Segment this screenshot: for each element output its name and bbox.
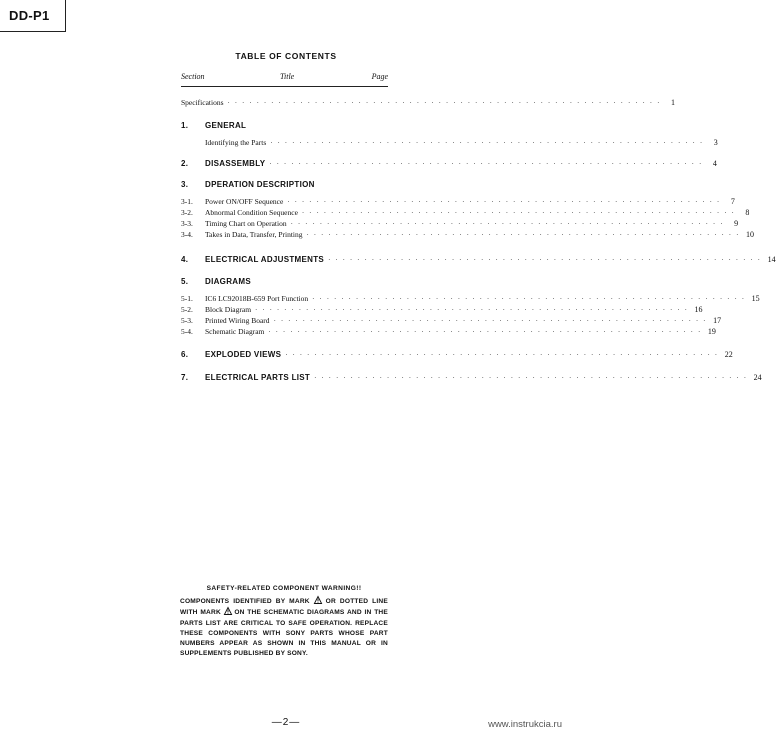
section-page: 14 bbox=[767, 255, 776, 264]
section-number: 2. bbox=[181, 159, 189, 168]
toc-entry[interactable] bbox=[181, 196, 735, 207]
entry-page: 9 bbox=[734, 219, 739, 228]
leader-dots: · · · · · · · · · · · · · · · · · · · · · · · · · · · · · · · · · · · · · · · · · · · · · · · · · · · · · · · · · · · · bbox=[312, 295, 746, 303]
section-number: 1. bbox=[181, 121, 189, 130]
toc-section-5[interactable] bbox=[181, 276, 388, 287]
watermark: www.instrukcia.ru bbox=[488, 719, 562, 730]
toc-section-2[interactable] bbox=[181, 158, 717, 169]
entry-label: Specifications bbox=[181, 98, 224, 107]
leader-dots: · · · · · · · · · · · · · · · · · · · · · · · · · · · · · · · · · · · · · · · · · · · · · · · · · · · · · · · · · · · · bbox=[301, 209, 736, 217]
entry-label: IC6 LC92018B-659 Port Function bbox=[205, 294, 309, 303]
leader-dots: · · · · · · · · · · · · · · · · · · · · · · · · · · · · · · · · · · · · · · · · · · · · · · · · · · · · · · · · · · · · bbox=[306, 231, 741, 239]
section-number: 3. bbox=[181, 180, 189, 189]
entry-page: 17 bbox=[713, 316, 722, 325]
section-page: 4 bbox=[712, 159, 717, 168]
warning-triangle-icon bbox=[224, 607, 232, 615]
section-gap bbox=[181, 148, 388, 158]
entry-page: 10 bbox=[746, 230, 755, 239]
entry-number: 3-4. bbox=[181, 230, 193, 239]
section-gap bbox=[181, 108, 388, 120]
section-label: GENERAL bbox=[205, 121, 247, 130]
toc-entry[interactable] bbox=[181, 137, 718, 148]
entry-label: Power ON/OFF Sequence bbox=[205, 197, 284, 206]
toc-entry-specifications[interactable] bbox=[181, 97, 676, 108]
entry-page: 1 bbox=[671, 98, 676, 107]
entry-number: 5-2. bbox=[181, 305, 193, 314]
page-title: TABLE OF CONTENTS bbox=[235, 51, 337, 61]
header-section: Section bbox=[181, 72, 205, 81]
toc-section-4[interactable] bbox=[181, 254, 776, 265]
section-number: 6. bbox=[181, 350, 189, 359]
section-page: 24 bbox=[753, 373, 762, 382]
entry-label: Timing Chart on Operation bbox=[205, 219, 287, 228]
entry-label: Identifying the Parts bbox=[205, 138, 267, 147]
toc-entry[interactable] bbox=[181, 293, 760, 304]
entry-page: 8 bbox=[745, 208, 750, 217]
leader-dots: · · · · · · · · · · · · · · · · · · · · · · · · · · · · · · · · · · · · · · · · · · · · · · · · · · · · · · · · · · · · bbox=[227, 99, 662, 107]
section-label: DIAGRAMS bbox=[205, 277, 251, 286]
leader-dots: · · · · · · · · · · · · · · · · · · · · · · · · · · · · · · · · · · · · · · · · · · · · · · · · · · · · · · · · · · · · bbox=[290, 220, 725, 228]
entry-number: 3-3. bbox=[181, 219, 193, 228]
section-label: EXPLODED VIEWS bbox=[205, 350, 282, 359]
section-page: 22 bbox=[724, 350, 733, 359]
entry-label: Takes in Data, Transfer, Printing bbox=[205, 230, 303, 239]
entry-label: Printed Wiring Board bbox=[205, 316, 270, 325]
section-gap bbox=[181, 169, 388, 179]
toc-entry[interactable] bbox=[181, 304, 703, 315]
entry-number: 3-1. bbox=[181, 197, 193, 206]
entry-number: 5-1. bbox=[181, 294, 193, 303]
entry-number: 5-3. bbox=[181, 316, 193, 325]
section-number: 5. bbox=[181, 277, 189, 286]
section-label: ELECTRICAL PARTS LIST bbox=[205, 373, 311, 382]
entry-page: 7 bbox=[730, 197, 735, 206]
section-label: DISASSEMBLY bbox=[205, 159, 266, 168]
leader-dots: · · · · · · · · · · · · · · · · · · · · · · · · · · · · · · · · · · · · · · · · · · · · · · · · · · · · · · · · · · · · bbox=[269, 160, 703, 168]
leader-dots: · · · · · · · · · · · · · · · · · · · · · · · · · · · · · · · · · · · · · · · · · · · · · · · · · · · · · · · · · · · · bbox=[328, 256, 762, 264]
header-title: Title bbox=[280, 72, 295, 81]
warning-title: SAFETY-RELATED COMPONENT WARNING!! bbox=[206, 585, 362, 592]
leader-dots: · · · · · · · · · · · · · · · · · · · · · · · · · · · · · · · · · · · · · · · · · · · · · · · · · · · · · · · · · · · · bbox=[255, 306, 689, 314]
toc-table bbox=[181, 72, 776, 383]
toc-section-1[interactable] bbox=[181, 120, 388, 131]
section-gap bbox=[181, 240, 388, 254]
toc-header bbox=[181, 72, 388, 86]
entry-page: 3 bbox=[713, 138, 718, 147]
entry-label: Abnormal Condition Sequence bbox=[205, 208, 298, 217]
entry-number: 5-4. bbox=[181, 327, 193, 336]
toc-entry[interactable] bbox=[181, 207, 750, 218]
leader-dots: · · · · · · · · · · · · · · · · · · · · · · · · · · · · · · · · · · · · · · · · · · · · · · · · · · · · · · · · · · · · bbox=[287, 198, 721, 206]
toc-entry[interactable] bbox=[181, 229, 755, 240]
entry-label: Schematic Diagram bbox=[205, 327, 265, 336]
section-label: ELECTRICAL ADJUSTMENTS bbox=[205, 255, 325, 264]
entry-page: 15 bbox=[751, 294, 760, 303]
leader-dots: · · · · · · · · · · · · · · · · · · · · · · · · · · · · · · · · · · · · · · · · · · · · · · · · · · · · · · · · · · · · bbox=[273, 317, 708, 325]
toc-sections bbox=[181, 108, 776, 383]
section-gap bbox=[181, 337, 388, 349]
toc-section-6[interactable] bbox=[181, 349, 733, 360]
page-number: —2— bbox=[271, 717, 301, 728]
section-label: DPERATION DESCRIPTION bbox=[205, 180, 315, 189]
toc-entry[interactable] bbox=[181, 326, 716, 337]
warning-body: COMPONENTS IDENTIFIED BY MARK OR DOTTED LINE WITH MARK ON THE SCHEMATIC DIAGRAMS AND IN THE PARTS LIST ARE CRITICAL TO SAFE OPERATION. REPLACE THESE COMPONENTS WITH SONY PARTS WHOSE PART NUMBERS APPEAR AS SHOWN IN THIS MANUAL OR IN SUPPLEMENTS PUBLISHED BY SONY. bbox=[180, 598, 388, 658]
model-label: DD-P1 bbox=[0, 0, 66, 32]
toc-section-3[interactable] bbox=[181, 179, 388, 190]
leader-dots: · · · · · · · · · · · · · · · · · · · · · · · · · · · · · · · · · · · · · · · · · · · · · · · · · · · · · · · · · · · · bbox=[314, 374, 748, 382]
section-number: 4. bbox=[181, 255, 189, 264]
toc-entry[interactable] bbox=[181, 218, 739, 229]
section-gap bbox=[181, 265, 388, 276]
leader-dots: · · · · · · · · · · · · · · · · · · · · · · · · · · · · · · · · · · · · · · · · · · · · · · · · · · · · · · · · · · · · bbox=[270, 139, 704, 147]
safety-warning bbox=[180, 584, 388, 659]
toc-section-7[interactable] bbox=[181, 372, 762, 383]
warning-triangle-icon bbox=[314, 596, 322, 604]
toc-entry[interactable] bbox=[181, 315, 722, 326]
entry-page: 19 bbox=[707, 327, 716, 336]
section-gap bbox=[181, 360, 388, 372]
leader-dots: · · · · · · · · · · · · · · · · · · · · · · · · · · · · · · · · · · · · · · · · · · · · · · · · · · · · · · · · · · · · bbox=[285, 351, 719, 359]
entry-label: Block Diagram bbox=[205, 305, 252, 314]
leader-dots: · · · · · · · · · · · · · · · · · · · · · · · · · · · · · · · · · · · · · · · · · · · · · · · · · · · · · · · · · · · · bbox=[268, 328, 702, 336]
header-page: Page bbox=[371, 72, 388, 81]
entry-number: 3-2. bbox=[181, 208, 193, 217]
entry-page: 16 bbox=[694, 305, 703, 314]
section-number: 7. bbox=[181, 373, 189, 382]
